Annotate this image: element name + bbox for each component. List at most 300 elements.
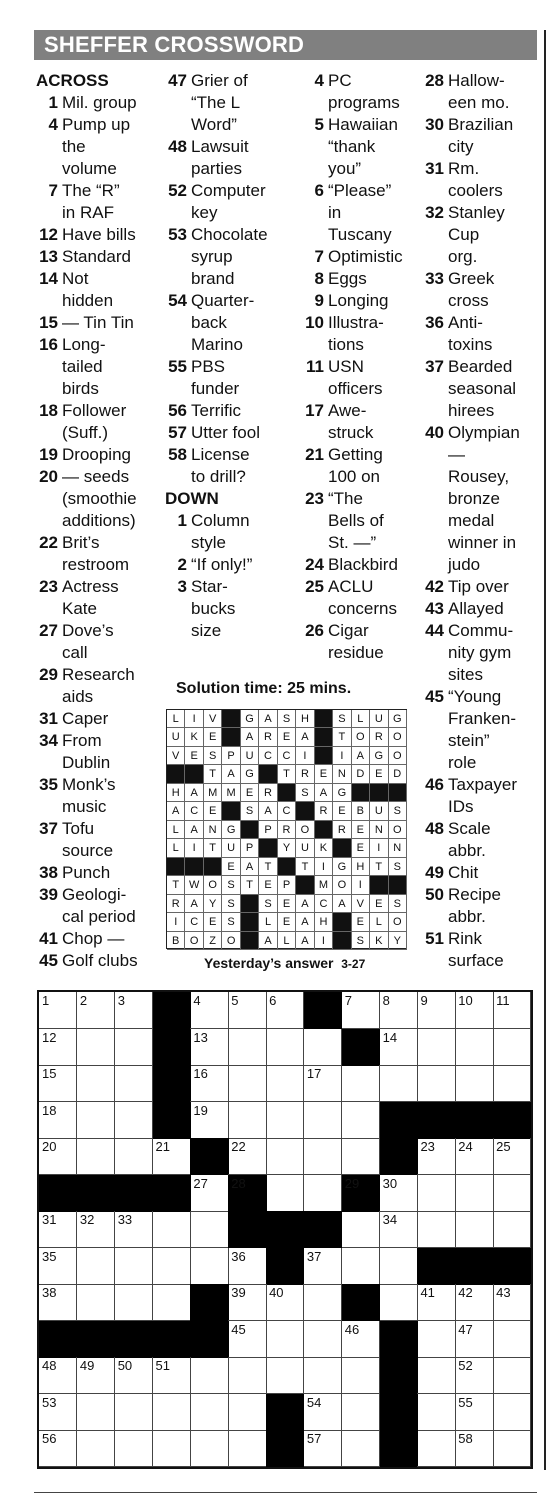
- grid-square[interactable]: [455, 1065, 493, 1102]
- answer-letter: G: [222, 821, 240, 839]
- black-square: [266, 1248, 304, 1285]
- grid-square[interactable]: [304, 1394, 342, 1431]
- clue-text-line: USN: [328, 357, 364, 376]
- answer-letter: O: [389, 913, 407, 931]
- down-heading: DOWN: [165, 489, 219, 508]
- clue-text-line: stein”: [448, 731, 490, 750]
- black-square: [342, 1284, 380, 1321]
- grid-square[interactable]: [228, 1284, 266, 1321]
- grid-square[interactable]: [304, 1284, 342, 1321]
- answer-letter: L: [352, 710, 370, 728]
- grid-square[interactable]: [39, 1357, 77, 1394]
- clue-text-line: Anti-: [448, 313, 483, 332]
- grid-square[interactable]: [342, 1102, 380, 1139]
- grid-square[interactable]: [39, 992, 77, 1029]
- grid-square[interactable]: [190, 1248, 228, 1285]
- clue-text-line: residue: [328, 643, 384, 662]
- grid-square[interactable]: [417, 992, 455, 1029]
- answer-letter: E: [278, 895, 296, 913]
- answer-letter: E: [278, 728, 296, 746]
- square-number: 29: [344, 1175, 360, 1191]
- answer-letter: T: [296, 858, 314, 876]
- clue-text-line: PBS: [191, 357, 226, 376]
- grid-square[interactable]: [77, 1138, 115, 1175]
- across-heading: ACROSS: [36, 71, 109, 90]
- grid-square[interactable]: [380, 1284, 418, 1321]
- grid-square[interactable]: [455, 1321, 493, 1358]
- answer-letter: T: [370, 858, 388, 876]
- grid-square[interactable]: [266, 1357, 304, 1394]
- grid-square[interactable]: [266, 1102, 304, 1139]
- grid-square[interactable]: [39, 1102, 77, 1139]
- grid-square[interactable]: [266, 1029, 304, 1066]
- grid-square[interactable]: [380, 992, 418, 1029]
- answer-black-square: [333, 913, 351, 931]
- square-number: 42: [458, 1285, 473, 1301]
- clue-number: 37: [39, 819, 58, 838]
- yesterdays-answer-caption: [204, 955, 365, 971]
- black-square: [493, 1248, 531, 1285]
- grid-square[interactable]: [266, 1284, 304, 1321]
- clue-text-line: Dove’s: [62, 621, 114, 640]
- black-square: [380, 1102, 418, 1139]
- grid-square[interactable]: [266, 1138, 304, 1175]
- square-number: 28: [231, 1175, 246, 1191]
- grid-square[interactable]: [153, 1248, 191, 1285]
- clue-text-line: Longing: [328, 291, 389, 310]
- clue-number: 28: [425, 71, 444, 90]
- clue-number: 25: [305, 577, 324, 596]
- grid-square[interactable]: [342, 1138, 380, 1175]
- clue-text-line: Commu-: [448, 621, 514, 640]
- answer-letter: A: [296, 913, 314, 931]
- clue-text-line: Franken-: [448, 709, 517, 728]
- grid-square[interactable]: [455, 1430, 493, 1467]
- clue-number: 46: [425, 775, 444, 794]
- grid-square[interactable]: [228, 1430, 266, 1467]
- answer-black-square: [333, 839, 351, 857]
- black-square: [228, 1211, 266, 1248]
- grid-square[interactable]: [493, 1357, 531, 1394]
- clue-text-line: aids: [62, 687, 94, 706]
- black-square: [153, 1102, 191, 1139]
- answer-letter: I: [333, 747, 351, 765]
- grid-square[interactable]: [115, 1102, 153, 1139]
- grid-square[interactable]: [304, 1175, 342, 1212]
- clue-text-line: IDs: [448, 797, 474, 816]
- grid-square[interactable]: [417, 1357, 455, 1394]
- grid-square[interactable]: [493, 1029, 531, 1066]
- clue-text-line: parties: [191, 159, 243, 178]
- grid-square[interactable]: [77, 1211, 115, 1248]
- grid-square[interactable]: [266, 1175, 304, 1212]
- grid-square[interactable]: [417, 1029, 455, 1066]
- clue-text-line: Tip over: [448, 577, 509, 596]
- clue-text-line: winner in: [448, 533, 517, 552]
- grid-square[interactable]: [190, 1430, 228, 1467]
- grid-square[interactable]: [228, 992, 266, 1029]
- clue: [422, 884, 520, 928]
- clue: [422, 598, 520, 620]
- clue-text-line: Stanley: [448, 203, 505, 222]
- answer-letter: W: [185, 876, 203, 894]
- square-number: 14: [382, 1029, 398, 1045]
- square-number: 23: [420, 1139, 435, 1155]
- answer-black-square: [167, 858, 185, 876]
- clue: [36, 400, 138, 444]
- grid-square[interactable]: [493, 1175, 531, 1212]
- clue: [302, 576, 403, 620]
- grid-square[interactable]: [77, 1430, 115, 1467]
- answer-letter: C: [315, 895, 333, 913]
- grid-square[interactable]: [493, 1211, 531, 1248]
- clue-number: 31: [425, 159, 444, 178]
- grid-square[interactable]: [228, 1357, 266, 1394]
- clue-text-line: key: [191, 203, 218, 222]
- clue-text-line: Follower: [62, 401, 127, 420]
- clue: [36, 928, 138, 950]
- grid-square[interactable]: [39, 1029, 77, 1066]
- clue-text-line: — seeds: [62, 467, 130, 486]
- clue-text-line: birds: [62, 379, 99, 398]
- grid-square[interactable]: [304, 1102, 342, 1139]
- clue: [36, 466, 138, 532]
- black-square: [417, 1102, 455, 1139]
- grid-square[interactable]: [342, 1394, 380, 1431]
- grid-square[interactable]: [228, 1029, 266, 1066]
- black-square: [39, 1175, 77, 1212]
- answer-letter: H: [315, 913, 333, 931]
- grid-square[interactable]: [417, 1175, 455, 1212]
- answer-black-square: [296, 802, 314, 820]
- answer-letter: T: [333, 728, 351, 746]
- square-number: 2: [79, 993, 88, 1008]
- grid-square[interactable]: [304, 1321, 342, 1358]
- black-square: [455, 1102, 493, 1139]
- square-number: 22: [231, 1139, 246, 1155]
- grid-square[interactable]: [153, 1430, 191, 1467]
- clue-text-line: Awe-: [328, 401, 367, 420]
- grid-square[interactable]: [190, 1211, 228, 1248]
- clue-number: 29: [39, 665, 58, 684]
- clue-text-line: Drooping: [62, 445, 131, 464]
- clue-number: 47: [168, 71, 187, 90]
- clue-number: 50: [425, 885, 444, 904]
- clue-text-line: PC: [328, 71, 352, 90]
- answer-letter: O: [204, 876, 222, 894]
- grid-square[interactable]: [304, 1430, 342, 1467]
- grid-square[interactable]: [39, 1138, 77, 1175]
- grid-square[interactable]: [493, 1394, 531, 1431]
- grid-square[interactable]: [190, 1394, 228, 1431]
- grid-square[interactable]: [39, 1211, 77, 1248]
- black-square: [417, 1248, 455, 1285]
- grid-square[interactable]: [342, 1357, 380, 1394]
- black-square: [115, 1175, 153, 1212]
- grid-square[interactable]: [342, 1430, 380, 1467]
- clue-number: 27: [39, 621, 58, 640]
- grid-square[interactable]: [39, 1065, 77, 1102]
- grid-square[interactable]: [39, 1248, 77, 1285]
- clue-text-line: — Tin Tin: [62, 313, 134, 332]
- answer-letter: B: [352, 802, 370, 820]
- grid-square[interactable]: [153, 1211, 191, 1248]
- clue-text-line: Bells of: [328, 511, 384, 530]
- answer-letter: R: [167, 895, 185, 913]
- grid-square[interactable]: [417, 1284, 455, 1321]
- answer-letter: D: [352, 765, 370, 783]
- square-number: 3: [117, 993, 125, 1008]
- grid-square[interactable]: [190, 1029, 228, 1066]
- clue: [36, 444, 138, 466]
- clue-text-line: sites: [448, 665, 483, 684]
- grid-square[interactable]: [455, 992, 493, 1029]
- clue-number: 14: [39, 269, 58, 288]
- grid-square[interactable]: [77, 992, 115, 1029]
- grid-square[interactable]: [304, 1029, 342, 1066]
- answer-letter: I: [315, 932, 333, 950]
- grid-square[interactable]: [115, 1248, 153, 1285]
- grid-square[interactable]: [153, 1138, 191, 1175]
- grid-square[interactable]: [380, 1029, 418, 1066]
- clue-text-line: Bearded: [448, 357, 513, 376]
- clue-number: 1: [48, 93, 58, 112]
- grid-square[interactable]: [266, 1065, 304, 1102]
- grid-square[interactable]: [455, 1138, 493, 1175]
- black-square: [153, 1029, 191, 1066]
- clue-text-line: Kate: [62, 599, 97, 618]
- grid-square[interactable]: [417, 1211, 455, 1248]
- answer-black-square: [296, 876, 314, 894]
- clue-text-line: Illustra-: [328, 313, 384, 332]
- grid-square[interactable]: [304, 1138, 342, 1175]
- square-number: 38: [42, 1285, 57, 1301]
- clue-text-line: restroom: [62, 555, 130, 574]
- clue-text-line: een mo.: [448, 93, 510, 112]
- clue-number: 5: [314, 115, 324, 134]
- grid-square[interactable]: [417, 1321, 455, 1358]
- grid-square[interactable]: [115, 1211, 153, 1248]
- grid-square[interactable]: [380, 1175, 418, 1212]
- clue-number: 24: [305, 555, 324, 574]
- clue-text-line: coolers: [448, 181, 503, 200]
- clue: [36, 664, 138, 708]
- clue-text-line: ACLU: [328, 577, 374, 596]
- grid-square[interactable]: [115, 1394, 153, 1431]
- clue-text-line: in RAF: [62, 203, 114, 222]
- answer-letter: O: [389, 747, 407, 765]
- answer-letter: S: [278, 710, 296, 728]
- clue: [422, 356, 520, 422]
- grid-square[interactable]: [228, 1138, 266, 1175]
- grid-square[interactable]: [115, 1430, 153, 1467]
- answer-black-square: [241, 932, 259, 950]
- answer-letter: E: [333, 802, 351, 820]
- grid-square[interactable]: [342, 992, 380, 1029]
- grid-square[interactable]: [153, 1394, 191, 1431]
- answer-letter: R: [296, 765, 314, 783]
- grid-square[interactable]: [228, 1321, 266, 1358]
- grid-square[interactable]: [380, 1211, 418, 1248]
- grid-square[interactable]: [77, 1065, 115, 1102]
- grid-square[interactable]: [342, 1065, 380, 1102]
- grid-square[interactable]: [342, 1211, 380, 1248]
- clue-number: 41: [39, 929, 58, 948]
- grid-square[interactable]: [228, 1394, 266, 1431]
- grid-square[interactable]: [455, 1284, 493, 1321]
- black-square: [304, 1211, 342, 1248]
- grid-square[interactable]: [493, 992, 531, 1029]
- grid-square[interactable]: [304, 1357, 342, 1394]
- grid-square[interactable]: [455, 1029, 493, 1066]
- answer-letter: M: [222, 784, 240, 802]
- clue-number: 33: [425, 269, 444, 288]
- grid-square[interactable]: [493, 1065, 531, 1102]
- clue-text-line: Caper: [62, 709, 109, 728]
- grid-square[interactable]: [190, 1065, 228, 1102]
- grid-square[interactable]: [39, 1430, 77, 1467]
- grid-square[interactable]: [266, 992, 304, 1029]
- grid-square[interactable]: [77, 1284, 115, 1321]
- grid-square[interactable]: [417, 1138, 455, 1175]
- grid-square[interactable]: [115, 1284, 153, 1321]
- grid-square[interactable]: [190, 1102, 228, 1139]
- black-square: [77, 1321, 115, 1358]
- grid-square[interactable]: [39, 1284, 77, 1321]
- answer-letter: L: [167, 821, 185, 839]
- clue: [36, 730, 138, 774]
- square-number: 31: [42, 1212, 57, 1228]
- clue-text-line: you”: [328, 159, 362, 178]
- grid-square[interactable]: [380, 1248, 418, 1285]
- clue-column: [302, 70, 403, 664]
- square-number: 39: [231, 1285, 246, 1301]
- grid-square[interactable]: [304, 1065, 342, 1102]
- clue-text-line: Eggs: [328, 269, 367, 288]
- clue-text-line: Getting: [328, 445, 383, 464]
- answer-black-square: [185, 765, 203, 783]
- square-number: 56: [42, 1431, 57, 1447]
- clue-text-line: additions): [62, 511, 136, 530]
- clue-text-line: judo: [448, 555, 481, 574]
- clue: [36, 334, 138, 400]
- grid-square[interactable]: [493, 1321, 531, 1358]
- square-number: 52: [458, 1358, 473, 1374]
- grid-square[interactable]: [115, 1065, 153, 1102]
- grid-square[interactable]: [266, 1321, 304, 1358]
- answer-letter: A: [352, 747, 370, 765]
- answer-black-square: [259, 765, 277, 783]
- grid-square[interactable]: [228, 1065, 266, 1102]
- grid-square[interactable]: [455, 1175, 493, 1212]
- grid-square[interactable]: [77, 1394, 115, 1431]
- black-square: [228, 1175, 266, 1212]
- grid-square[interactable]: [39, 1394, 77, 1431]
- clue-text-line: bucks: [191, 599, 236, 618]
- clue-text-line: volume: [62, 159, 117, 178]
- clue: [302, 356, 403, 400]
- grid-square[interactable]: [153, 1284, 191, 1321]
- square-number: 47: [458, 1321, 473, 1337]
- black-square: [455, 1248, 493, 1285]
- grid-square[interactable]: [380, 1065, 418, 1102]
- grid-square[interactable]: [77, 1248, 115, 1285]
- clue-text-line: funder: [191, 379, 240, 398]
- grid-square[interactable]: [228, 1102, 266, 1139]
- answer-black-square: [241, 821, 259, 839]
- answer-letter: O: [389, 821, 407, 839]
- grid-square[interactable]: [342, 1248, 380, 1285]
- square-number: 12: [42, 1029, 57, 1045]
- square-number: 50: [117, 1358, 133, 1374]
- clue-number: 23: [39, 577, 58, 596]
- grid-square[interactable]: [115, 992, 153, 1029]
- answer-letter: T: [167, 876, 185, 894]
- clue: [165, 290, 268, 356]
- solution-time: Solution time: 25 mins.: [176, 680, 352, 697]
- answer-letter: K: [370, 932, 388, 950]
- grid-square[interactable]: [455, 1357, 493, 1394]
- grid-square[interactable]: [77, 1357, 115, 1394]
- answer-letter: E: [204, 728, 222, 746]
- grid-square[interactable]: [493, 1138, 531, 1175]
- clue: [302, 444, 403, 488]
- clue-text-line: style: [191, 533, 226, 552]
- grid-square[interactable]: [115, 1357, 153, 1394]
- clue-text-line: Word”: [191, 115, 237, 134]
- clue-text-line: to drill?: [191, 467, 246, 486]
- clue: [422, 862, 520, 884]
- grid-square[interactable]: [455, 1394, 493, 1431]
- answer-letter: L: [370, 913, 388, 931]
- grid-square[interactable]: [417, 1065, 455, 1102]
- square-number: 34: [382, 1212, 398, 1228]
- grid-square[interactable]: [77, 1029, 115, 1066]
- grid-square[interactable]: [190, 992, 228, 1029]
- square-number: 1: [42, 993, 50, 1008]
- clue-text-line: The “R”: [62, 181, 120, 200]
- answer-letter: E: [315, 765, 333, 783]
- black-square: [153, 1065, 191, 1102]
- grid-square[interactable]: [228, 1248, 266, 1285]
- answer-letter: P: [259, 821, 277, 839]
- answer-letter: R: [315, 802, 333, 820]
- square-number: 45: [231, 1321, 246, 1337]
- grid-square[interactable]: [417, 1394, 455, 1431]
- grid-square[interactable]: [493, 1284, 531, 1321]
- grid-square[interactable]: [304, 1248, 342, 1285]
- grid-square[interactable]: [493, 1430, 531, 1467]
- grid-square[interactable]: [417, 1430, 455, 1467]
- grid-square[interactable]: [190, 1175, 228, 1212]
- grid-square[interactable]: [77, 1102, 115, 1139]
- answer-letter: O: [333, 876, 351, 894]
- answer-letter: O: [185, 932, 203, 950]
- black-square: [190, 1284, 228, 1321]
- answer-letter: T: [241, 876, 259, 894]
- grid-square[interactable]: [342, 1321, 380, 1358]
- grid-square[interactable]: [455, 1211, 493, 1248]
- clue: [36, 576, 138, 620]
- answer-letter: S: [389, 802, 407, 820]
- grid-square[interactable]: [115, 1029, 153, 1066]
- clue-column: [422, 70, 520, 972]
- grid-square[interactable]: [115, 1138, 153, 1175]
- clue-number: 38: [39, 863, 58, 882]
- square-number: 15: [42, 1066, 57, 1082]
- grid-square[interactable]: [190, 1357, 228, 1394]
- grid-square[interactable]: [153, 1357, 191, 1394]
